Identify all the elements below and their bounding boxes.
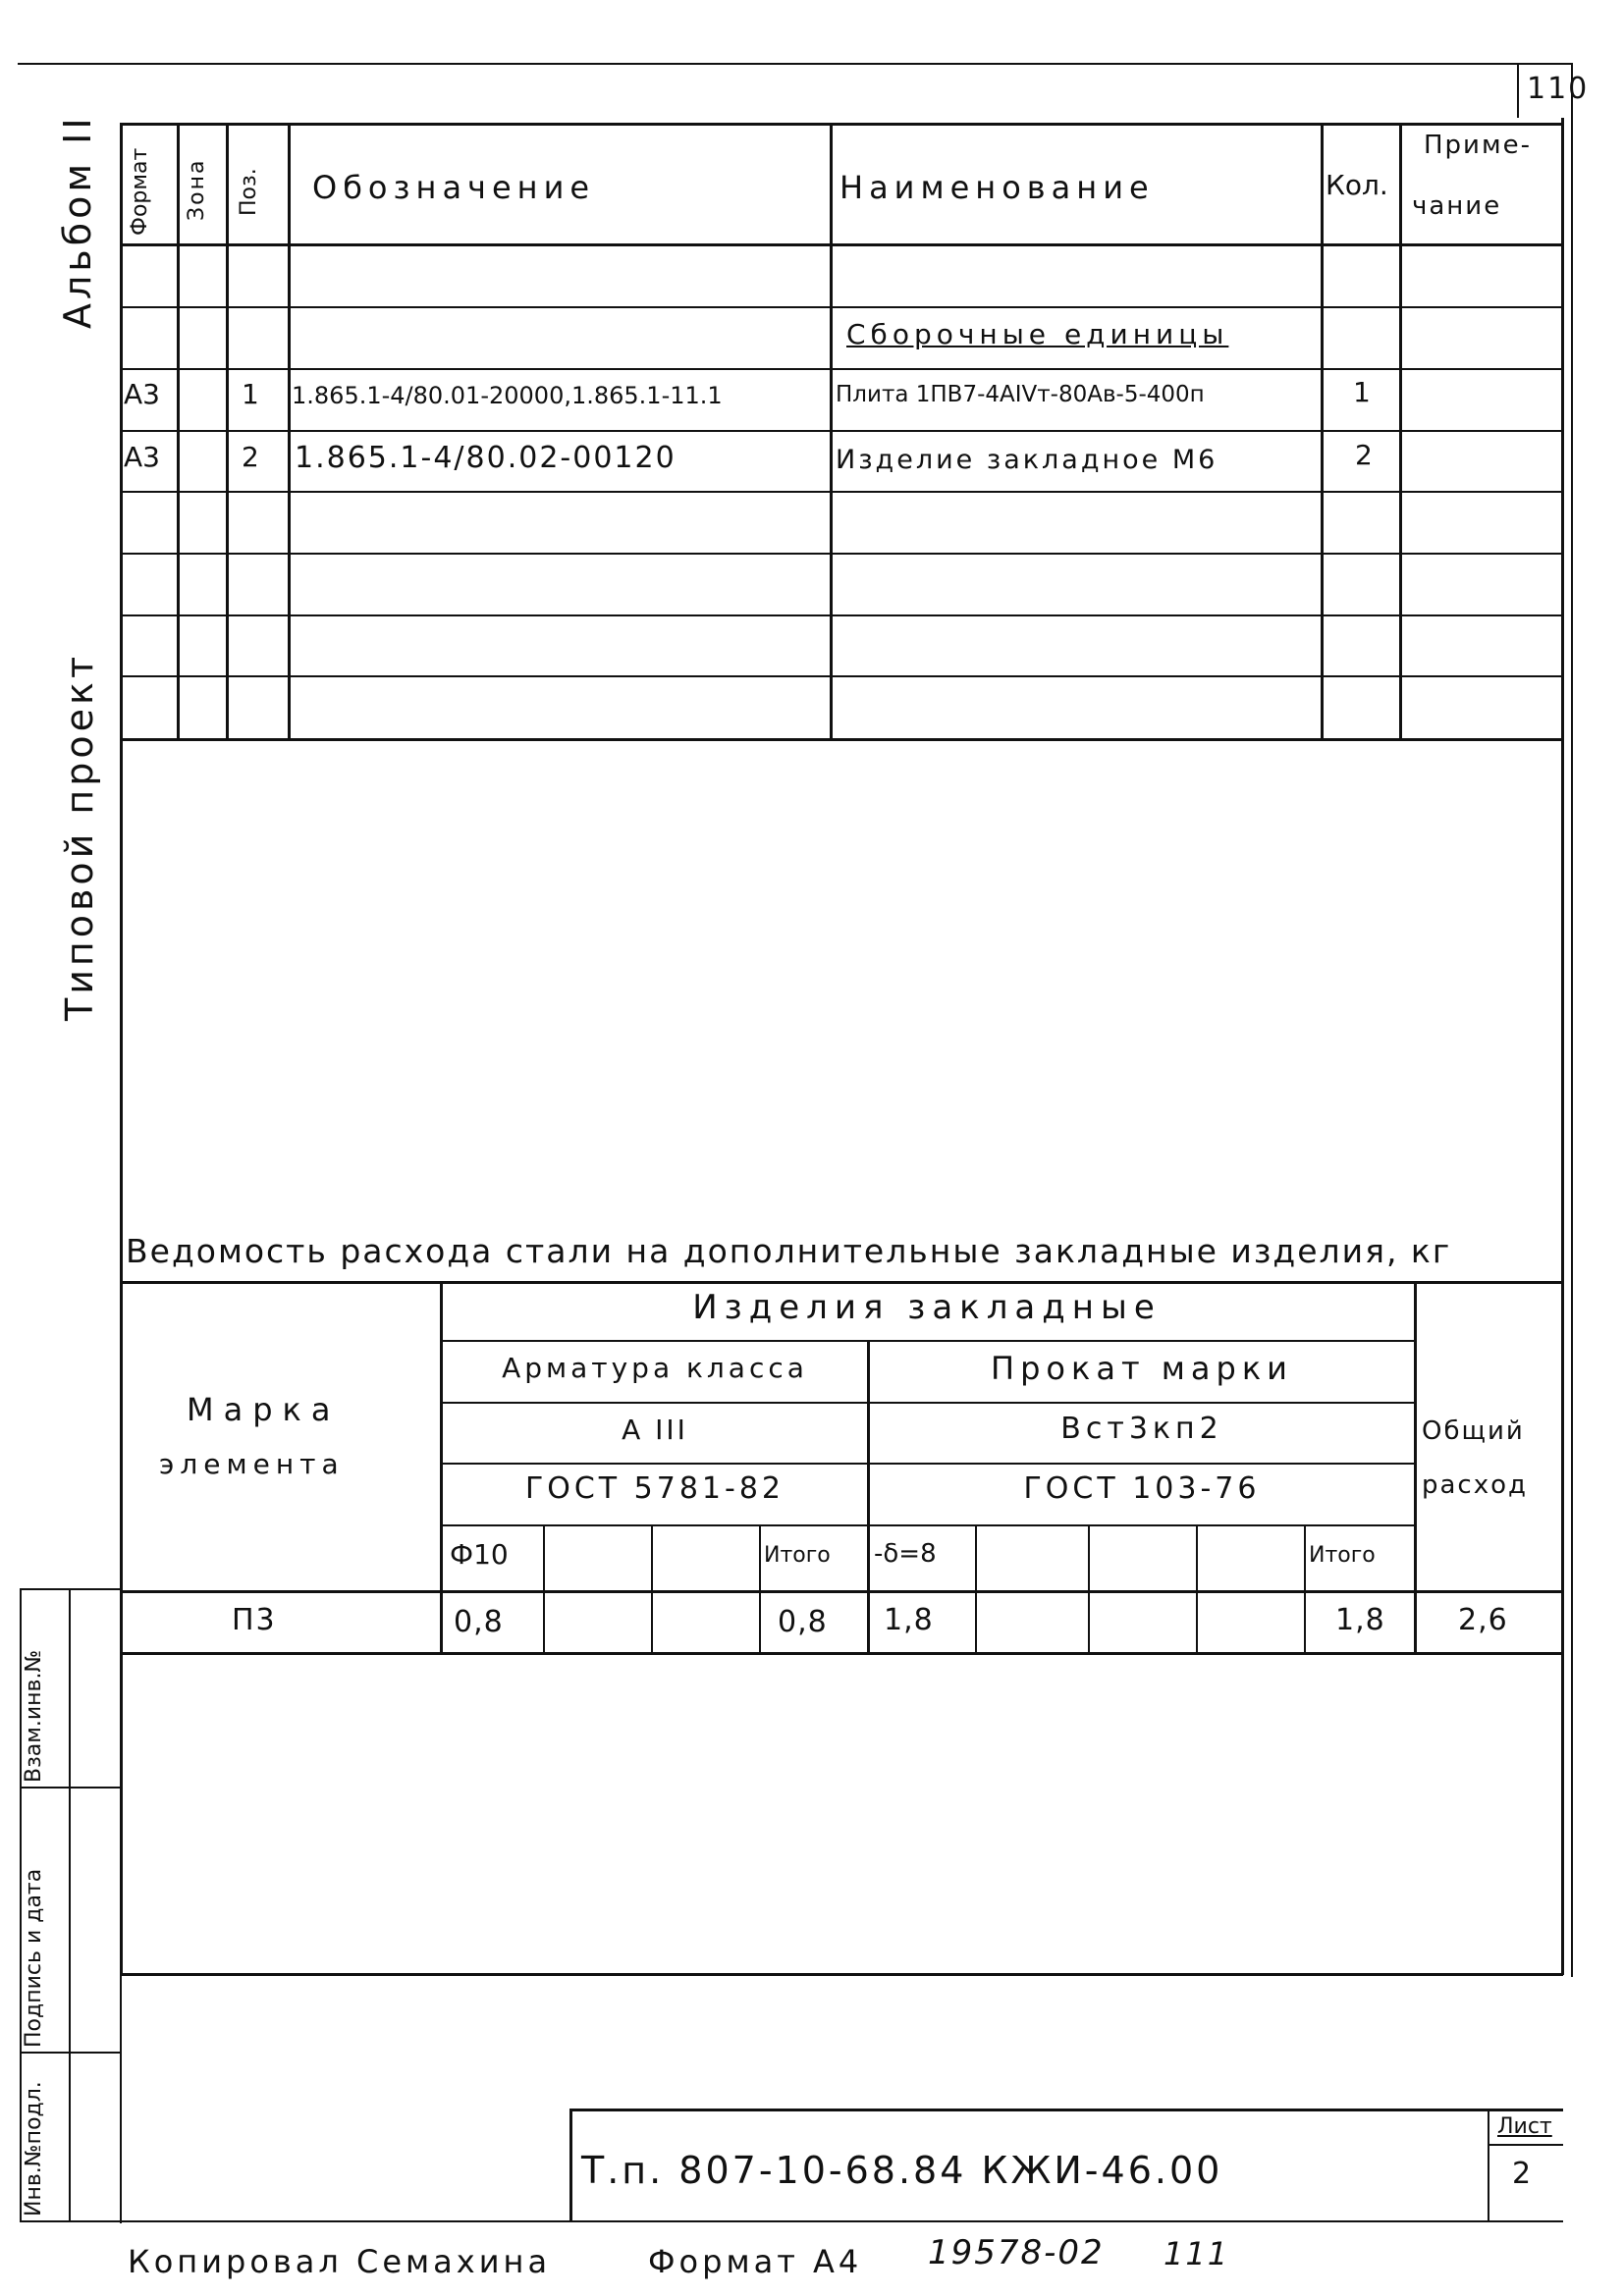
- stamp-frame-link: [120, 1973, 122, 2223]
- spec-col-line: [288, 123, 291, 739]
- footer-order-number: 19578-02: [928, 2233, 1105, 2272]
- title-block-code: Т.п. 807-10-68.84 КЖИ-46.00: [581, 2149, 1223, 2192]
- steel-sub-col-line: [759, 1524, 761, 1652]
- steel-mark-label-1: Марка: [187, 1391, 341, 1428]
- spec-row-pos: 2: [242, 441, 261, 473]
- album-label: Альбом II: [56, 114, 99, 329]
- spec-header-name: Наименование: [839, 169, 1155, 206]
- spec-header-zone: Зона: [185, 158, 209, 221]
- steel-table-title: Ведомость расхода стали на дополнительные закладные изделия, кг: [126, 1232, 1452, 1270]
- footer-copied-by: Копировал Семахина: [128, 2243, 552, 2280]
- steel-sub-col-line: [975, 1524, 977, 1652]
- spec-row-line: [120, 368, 1563, 370]
- spec-row-line: [120, 430, 1563, 432]
- steel-line: [440, 1463, 1414, 1465]
- spec-row-qty: 2: [1355, 439, 1375, 471]
- title-block-top-line: [569, 2109, 1563, 2111]
- steel-line: [440, 1524, 1414, 1526]
- spec-row-format: А3: [124, 441, 160, 473]
- steel-sub-phi10: Ф10: [450, 1538, 509, 1571]
- steel-row-total: 2,6: [1458, 1603, 1508, 1637]
- spec-header-format: Формат: [128, 147, 152, 236]
- sheet-number-box-left: [1517, 63, 1519, 118]
- steel-mark-label-2: элемента: [159, 1448, 345, 1480]
- title-block-sheet-label: Лист: [1497, 2114, 1552, 2139]
- spec-row-line: [120, 675, 1563, 677]
- spec-row-designation: 1.865.1-4/80.01-20000,1.865.1-11.1: [292, 382, 723, 409]
- spec-header-bottom-line: [120, 243, 1563, 246]
- stamp-replace-inv: Взам.инв.№: [22, 1649, 46, 1783]
- sheet-number: 110: [1527, 72, 1590, 106]
- steel-row-phi10: 0,8: [454, 1605, 504, 1639]
- steel-rebar-grade: А III: [622, 1414, 688, 1446]
- steel-col-line: [1414, 1281, 1417, 1654]
- steel-total-label-1: Общий: [1422, 1416, 1525, 1446]
- spec-row-name: Изделие закладное М6: [836, 445, 1218, 475]
- steel-header-bottom-line: [120, 1590, 1563, 1593]
- steel-row-itogo-2: 1,8: [1335, 1603, 1385, 1637]
- spec-header-designation: Обозначение: [312, 169, 596, 206]
- title-block-sheet-value: 2: [1512, 2157, 1534, 2191]
- steel-sub-col-line: [1196, 1524, 1198, 1652]
- steel-rebar-gost: ГОСТ 5781-82: [524, 1471, 785, 1506]
- project-label: Типовой проект: [58, 652, 101, 1021]
- steel-col-line: [440, 1281, 443, 1654]
- steel-group-header: Изделия закладные: [692, 1288, 1162, 1327]
- footer-format: Формат А4: [648, 2243, 863, 2280]
- spec-row-qty: 1: [1353, 376, 1373, 408]
- steel-sub-itogo-1: Итого: [764, 1543, 831, 1568]
- sheet-bottom-line: [20, 2220, 1563, 2222]
- stamp-divider: [69, 1588, 71, 2221]
- spec-row-line: [120, 491, 1563, 493]
- spec-header-pos: Поз.: [237, 168, 261, 216]
- spec-row-line: [120, 614, 1563, 616]
- frame-right-border: [1561, 118, 1564, 1975]
- stamp-line: [20, 2052, 122, 2054]
- steel-line: [440, 1340, 1414, 1342]
- spec-col-line: [830, 123, 833, 739]
- stamp-line: [20, 1588, 122, 1590]
- spec-row-pos: 1: [242, 378, 261, 410]
- stamp-sign-date: Подпись и дата: [22, 1868, 46, 2048]
- spec-header-qty: Кол.: [1326, 169, 1388, 201]
- spec-row-format: А3: [124, 378, 160, 410]
- steel-sub-col-line: [543, 1524, 545, 1652]
- frame-left-border: [120, 123, 123, 1973]
- stamp-line: [20, 1787, 122, 1789]
- steel-sub-col-line: [1088, 1524, 1090, 1652]
- steel-sub-delta: -δ=8: [874, 1539, 937, 1569]
- steel-sub-col-line: [651, 1524, 653, 1652]
- page-right-border: [1571, 63, 1573, 1977]
- spec-col-line: [1399, 123, 1402, 739]
- top-border-line: [18, 63, 1571, 65]
- spec-header-note-2: чание: [1412, 191, 1502, 221]
- steel-row-itogo-1: 0,8: [778, 1605, 828, 1639]
- steel-line: [440, 1402, 1414, 1404]
- stamp-inv-orig: Инв.№подл.: [22, 2081, 46, 2216]
- steel-bottom-line: [120, 1652, 1563, 1655]
- steel-sub-col-line: [1304, 1524, 1306, 1652]
- spec-row-designation: 1.865.1-4/80.02-00120: [295, 441, 677, 475]
- steel-sub-itogo-2: Итого: [1309, 1543, 1376, 1568]
- spec-section-title: Сборочные единицы: [846, 318, 1229, 350]
- spec-row-line: [120, 306, 1563, 308]
- spec-top-line: [120, 123, 1563, 126]
- steel-total-label-2: расход: [1422, 1470, 1529, 1500]
- steel-row-delta: 1,8: [884, 1603, 934, 1637]
- steel-rolled-grade: Вст3кп2: [1060, 1412, 1223, 1446]
- spec-row-name: Плита 1ПВ7-4АIVт-80Ав-5-400п: [836, 382, 1205, 407]
- spec-row-line: [120, 553, 1563, 555]
- steel-rolled-gost: ГОСТ 103-76: [1023, 1471, 1261, 1506]
- title-block-left-line: [569, 2109, 572, 2222]
- footer-page: 111: [1164, 2235, 1230, 2272]
- frame-bottom-border: [120, 1973, 1563, 1976]
- spec-col-line: [177, 123, 180, 739]
- spec-header-note-1: Приме-: [1424, 131, 1532, 160]
- title-block-sheet-divider: [1488, 2109, 1489, 2222]
- spec-col-line: [226, 123, 229, 739]
- steel-rolled-brand: Прокат марки: [991, 1350, 1293, 1387]
- steel-rebar-class: Арматура класса: [502, 1352, 808, 1384]
- steel-top-line: [120, 1281, 1563, 1284]
- spec-col-line: [1321, 123, 1324, 739]
- steel-row-mark: П3: [232, 1603, 277, 1637]
- spec-bottom-line: [120, 738, 1563, 741]
- title-block-sheet-line: [1488, 2144, 1563, 2146]
